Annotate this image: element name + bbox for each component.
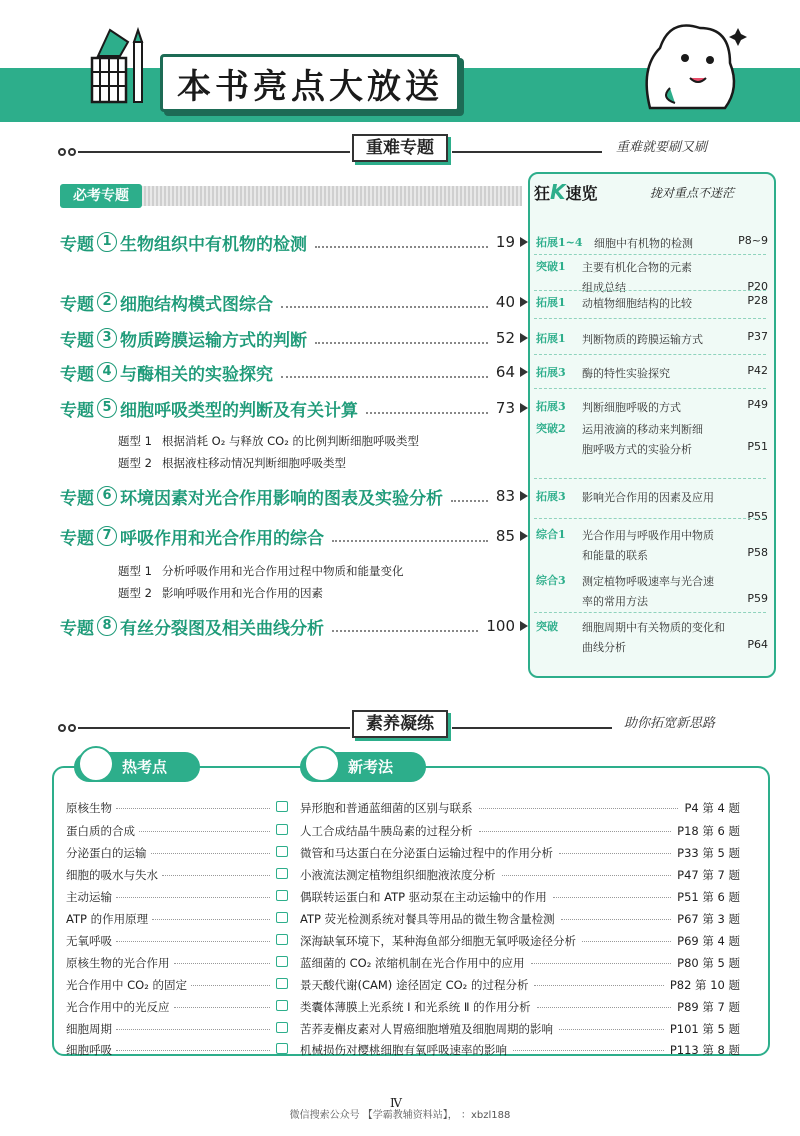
tab-new[interactable] [300, 752, 426, 782]
topic-prefix: 专题 [60, 400, 94, 421]
leader-dots [116, 1029, 270, 1030]
link-icon [276, 1022, 288, 1033]
hot-page: P67 第 3 题 [677, 912, 740, 926]
new-method: 蓝细菌的 CO₂ 浓缩机制在光合作用中的应用 [300, 956, 525, 970]
section-line [78, 151, 350, 153]
leader-dots [332, 620, 478, 632]
panel-page: P37 [747, 330, 768, 343]
sub-label: 题型 1 [118, 564, 152, 578]
hot-page: P47 第 7 题 [677, 868, 740, 882]
topic-row[interactable] [60, 230, 515, 254]
topic-row[interactable] [60, 614, 515, 638]
leader-dots [479, 831, 671, 832]
topic-number: 2 [97, 292, 117, 312]
panel-title-b: 速览 [565, 184, 598, 203]
building-icon [80, 22, 150, 112]
link-icon [276, 1043, 288, 1054]
leader-dots [191, 985, 270, 986]
panel-title-k: K [550, 180, 566, 204]
panel-separator [534, 518, 766, 519]
panel-tag: 拓展1~4 [536, 236, 583, 249]
section-dot [68, 148, 76, 156]
hot-page: P33 第 5 题 [677, 846, 740, 860]
section-title-difficult: 重难专题 [352, 134, 448, 162]
arrow-icon [520, 367, 528, 377]
hot-topic: 分泌蛋白的运输 [66, 846, 147, 860]
sub-text: 影响呼吸作用和光合作用的因素 [162, 586, 323, 600]
tab-hot-label: 热考点 [122, 758, 168, 776]
leader-dots [151, 853, 270, 854]
link-icon [276, 801, 288, 812]
panel-tag: 拓展1 [536, 332, 566, 345]
new-method: 苦荞麦槲皮素对人胃癌细胞增殖及细胞周期的影响 [300, 1022, 553, 1036]
hot-row[interactable] [66, 887, 756, 907]
leader-dots [366, 402, 488, 414]
hot-row[interactable] [66, 1019, 756, 1039]
leader-dots [315, 236, 488, 248]
topic-prefix: 专题 [60, 488, 94, 509]
topic-number: 8 [97, 616, 117, 636]
panel-separator [534, 254, 766, 255]
new-method: 小液流法测定植物组织细胞液浓度分析 [300, 868, 496, 882]
arrow-icon [520, 531, 528, 541]
panel-text: 酶的特性实验探究 [582, 367, 670, 380]
hot-topic: 细胞周期 [66, 1022, 112, 1036]
link-icon [276, 934, 288, 945]
panel-tag: 突破2 [536, 422, 566, 435]
sub-label: 题型 2 [118, 456, 152, 470]
leader-dots [174, 1007, 270, 1008]
tab-new-label: 新考法 [348, 758, 394, 776]
topic-title: 与酶相关的实验探究 [120, 364, 273, 385]
cat-icon [78, 746, 114, 782]
topic-row[interactable] [60, 396, 515, 420]
topic-number: 5 [97, 398, 117, 418]
link-icon [276, 912, 288, 923]
page-title: 本书亮点大放送 [177, 66, 443, 107]
leader-dots [116, 1050, 270, 1051]
topic-title: 物质跨膜运输方式的判断 [120, 330, 307, 351]
hot-row[interactable] [66, 997, 756, 1017]
new-method: 人工合成结晶牛胰岛素的过程分析 [300, 824, 473, 838]
panel-text: 主要有机化合物的元素组成总结 [582, 261, 692, 294]
sub-text: 分析呼吸作用和光合作用过程中物质和能量变化 [162, 564, 404, 578]
leader-dots [315, 332, 488, 344]
hot-page: P89 第 7 题 [677, 1000, 740, 1014]
topic-page: 100 [486, 617, 515, 635]
hot-page: P51 第 6 题 [677, 890, 740, 904]
topic-title: 呼吸作用和光合作用的综合 [120, 528, 324, 549]
topic-title: 有丝分裂图及相关曲线分析 [120, 618, 324, 639]
tab-hot[interactable] [74, 752, 200, 782]
link-icon [276, 1000, 288, 1011]
leader-dots [559, 853, 671, 854]
hot-page: P113 第 8 题 [669, 1043, 740, 1057]
topic-title: 环境因素对光合作用影响的图表及实验分析 [120, 488, 443, 509]
topic-title: 细胞结构模式图综合 [120, 294, 273, 315]
panel-page: P59 [747, 592, 768, 605]
leader-dots [531, 963, 671, 964]
link-icon [276, 956, 288, 967]
panel-item[interactable] [530, 330, 774, 350]
topic-row[interactable] [60, 326, 515, 350]
hot-page: P101 第 5 题 [669, 1022, 740, 1036]
panel-separator [534, 318, 766, 319]
panel-separator [534, 478, 766, 479]
hot-row[interactable] [66, 1040, 756, 1060]
leader-dots [116, 897, 270, 898]
topic-page: 19 [495, 233, 515, 251]
panel-item[interactable] [530, 234, 774, 254]
new-method: 异形胞和普通蓝细菌的区别与联系 [300, 801, 473, 815]
hot-row[interactable] [66, 931, 756, 951]
panel-page: P28 [747, 294, 768, 307]
hot-page: P18 第 6 题 [677, 824, 740, 838]
panel-item[interactable] [530, 398, 774, 418]
hot-page: P4 第 4 题 [684, 801, 740, 815]
topic-prefix: 专题 [60, 330, 94, 351]
hot-topic: 无氧呼吸 [66, 934, 112, 948]
leader-dots [502, 875, 671, 876]
topic-prefix: 专题 [60, 528, 94, 549]
hot-row[interactable] [66, 953, 756, 973]
leader-dots [451, 490, 488, 502]
leader-dots [559, 1029, 664, 1030]
topic-number: 1 [97, 232, 117, 252]
topic-page: 40 [495, 293, 515, 311]
hot-topic: 光合作用中的光反应 [66, 1000, 170, 1014]
topic-row[interactable] [60, 524, 515, 548]
page-number: Ⅳ [390, 1096, 402, 1110]
leader-dots [582, 941, 671, 942]
panel-text: 运用液滴的移动来判断细胞呼吸方式的实验分析 [582, 423, 703, 456]
section-line [452, 727, 612, 729]
sub-label: 题型 1 [118, 434, 152, 448]
panel-page: P42 [747, 364, 768, 377]
cat-icon [304, 746, 340, 782]
panel-title [534, 180, 598, 204]
sub-type [118, 563, 404, 579]
hot-page: P69 第 4 题 [677, 934, 740, 948]
page-header [0, 0, 800, 122]
leader-dots [116, 808, 270, 809]
hot-topic: 原核生物 [66, 801, 112, 815]
hot-page: P80 第 5 题 [677, 956, 740, 970]
topic-title: 细胞呼吸类型的判断及有关计算 [120, 400, 358, 421]
panel-item[interactable] [530, 294, 774, 314]
arrow-icon [520, 333, 528, 343]
topic-prefix: 专题 [60, 364, 94, 385]
section-line [452, 151, 602, 153]
hot-topic: 细胞的吸水与失水 [66, 868, 158, 882]
panel-tag: 综合1 [536, 528, 566, 541]
topic-page: 83 [495, 487, 515, 505]
leader-dots [553, 897, 671, 898]
panel-page: P51 [747, 440, 768, 453]
sub-text: 根据消耗 O₂ 与释放 CO₂ 的比例判断细胞呼吸类型 [162, 434, 419, 448]
panel-text: 光合作用与呼吸作用中物质和能量的联系 [582, 529, 714, 562]
leader-dots [513, 1050, 664, 1051]
topic-page: 52 [495, 329, 515, 347]
topic-number: 7 [97, 526, 117, 546]
topic-number: 4 [97, 362, 117, 382]
panel-item[interactable] [530, 526, 774, 566]
arrow-icon [520, 621, 528, 631]
panel-page: P20 [747, 280, 768, 293]
link-icon [276, 890, 288, 901]
panel-text: 测定植物呼吸速率与光合速率的常用方法 [582, 575, 714, 608]
new-method: 景天酸代谢(CAM) 途径固定 CO₂ 的过程分析 [300, 978, 529, 992]
sub-text: 根据液柱移动情况判断细胞呼吸类型 [162, 456, 346, 470]
panel-text: 影响光合作用的因素及应用 [582, 491, 714, 504]
hot-row[interactable] [66, 909, 756, 929]
section-dot [68, 724, 76, 732]
panel-page: P55 [747, 510, 768, 523]
panel-item[interactable] [530, 572, 774, 612]
panel-page: P58 [747, 546, 768, 559]
section-note: 重难就要刷又刷 [616, 140, 708, 155]
hot-page: P82 第 10 题 [669, 978, 740, 992]
panel-item[interactable] [530, 420, 774, 460]
panel-tag: 拓展3 [536, 490, 566, 503]
hot-row[interactable] [66, 821, 756, 841]
sub-type [118, 433, 419, 449]
panel-note: 拢对重点不迷茫 [650, 186, 735, 200]
panel-separator [534, 290, 766, 291]
new-method: 类囊体薄膜上光系统 Ⅰ 和光系统 Ⅱ 的作用分析 [300, 1000, 531, 1014]
footer-text: 微信搜索公众号 【学霸教辅资料站】， ：xbzl188 [289, 1110, 511, 1121]
sub-type [118, 455, 346, 471]
hot-topic: 细胞呼吸 [66, 1043, 112, 1057]
panel-tag: 拓展1 [536, 296, 566, 309]
section-note: 助你拓宽新思路 [624, 716, 716, 731]
panel-item[interactable] [530, 258, 774, 298]
panel-page: P8~9 [738, 234, 768, 247]
link-icon [276, 978, 288, 989]
hot-row[interactable] [66, 798, 756, 818]
arrow-icon [520, 403, 528, 413]
hot-topic: 原核生物的光合作用 [66, 956, 170, 970]
panel-item[interactable] [530, 488, 774, 528]
topic-title: 生物组织中有机物的检测 [120, 234, 307, 255]
sub-type [118, 585, 323, 601]
topic-page: 85 [495, 527, 515, 545]
topic-page: 73 [495, 399, 515, 417]
section-title-literacy: 素养凝练 [352, 710, 448, 738]
leader-dots [152, 919, 270, 920]
panel-title-a: 狂 [534, 184, 551, 203]
leader-dots [561, 919, 671, 920]
panel-tag: 综合3 [536, 574, 566, 587]
panel-text: 动植物细胞结构的比较 [582, 297, 692, 310]
panel-page: P64 [747, 638, 768, 651]
panel-text: 细胞周期中有关物质的变化和曲线分析 [582, 621, 725, 654]
panel-item[interactable] [530, 364, 774, 384]
new-method: 偶联转运蛋白和 ATP 驱动泵在主动运输中的作用 [300, 890, 547, 904]
topic-number: 6 [97, 486, 117, 506]
panel-page: P49 [747, 398, 768, 411]
panel-text: 判断物质的跨膜运输方式 [582, 333, 703, 346]
hot-row[interactable] [66, 843, 756, 863]
panel-text: 细胞中有机物的检测 [594, 237, 693, 250]
hot-row[interactable] [66, 865, 756, 885]
arrow-icon [520, 297, 528, 307]
arrow-icon [520, 237, 528, 247]
panel-separator [534, 388, 766, 389]
topic-page: 64 [495, 363, 515, 381]
hot-topic: 主动运输 [66, 890, 112, 904]
panel-tag: 突破 [536, 620, 558, 633]
topic-row[interactable] [60, 484, 515, 508]
link-icon [276, 824, 288, 835]
leader-dots [479, 808, 678, 809]
leader-dots [537, 1007, 671, 1008]
leader-dots [332, 530, 488, 542]
topic-row[interactable] [60, 360, 515, 384]
leader-dots [281, 296, 488, 308]
new-method: 机械损伤对樱桃细胞有氧呼吸速率的影响 [300, 1043, 507, 1057]
panel-tag: 拓展3 [536, 366, 566, 379]
leader-dots [162, 875, 270, 876]
mascot-icon [630, 8, 750, 118]
title-box [160, 54, 460, 112]
sub-label: 题型 2 [118, 586, 152, 600]
new-method: 微管和马达蛋白在分泌蛋白运输过程中的作用分析 [300, 846, 553, 860]
section-dot [58, 724, 66, 732]
new-method: ATP 荧光检测系统对餐具等用品的微生物含量检测 [300, 912, 555, 926]
topic-number: 3 [97, 328, 117, 348]
panel-text: 判断细胞呼吸的方式 [582, 401, 681, 414]
panel-tag: 拓展3 [536, 400, 566, 413]
panel-separator [534, 354, 766, 355]
hot-row[interactable] [66, 975, 756, 995]
link-icon [276, 868, 288, 879]
hot-topic: ATP 的作用原理 [66, 912, 149, 926]
panel-tag: 突破1 [536, 260, 566, 273]
hot-topic: 蛋白质的合成 [66, 824, 135, 838]
leader-dots [139, 831, 270, 832]
topic-row[interactable] [60, 290, 515, 314]
link-icon [276, 846, 288, 857]
new-method: 深海缺氧环境下，某种海鱼部分细胞无氧呼吸途径分析 [300, 934, 576, 948]
topic-prefix: 专题 [60, 234, 94, 255]
must-label: 必考专题 [60, 184, 142, 208]
arrow-icon [520, 491, 528, 501]
section-line [78, 727, 350, 729]
section-dot [58, 148, 66, 156]
leader-dots [534, 985, 664, 986]
leader-dots [116, 941, 270, 942]
topic-prefix: 专题 [60, 618, 94, 639]
panel-item[interactable] [530, 618, 774, 658]
leader-dots [281, 366, 488, 378]
topic-prefix: 专题 [60, 294, 94, 315]
panel-separator [534, 612, 766, 613]
hot-topic: 光合作用中 CO₂ 的固定 [66, 978, 188, 992]
leader-dots [174, 963, 270, 964]
